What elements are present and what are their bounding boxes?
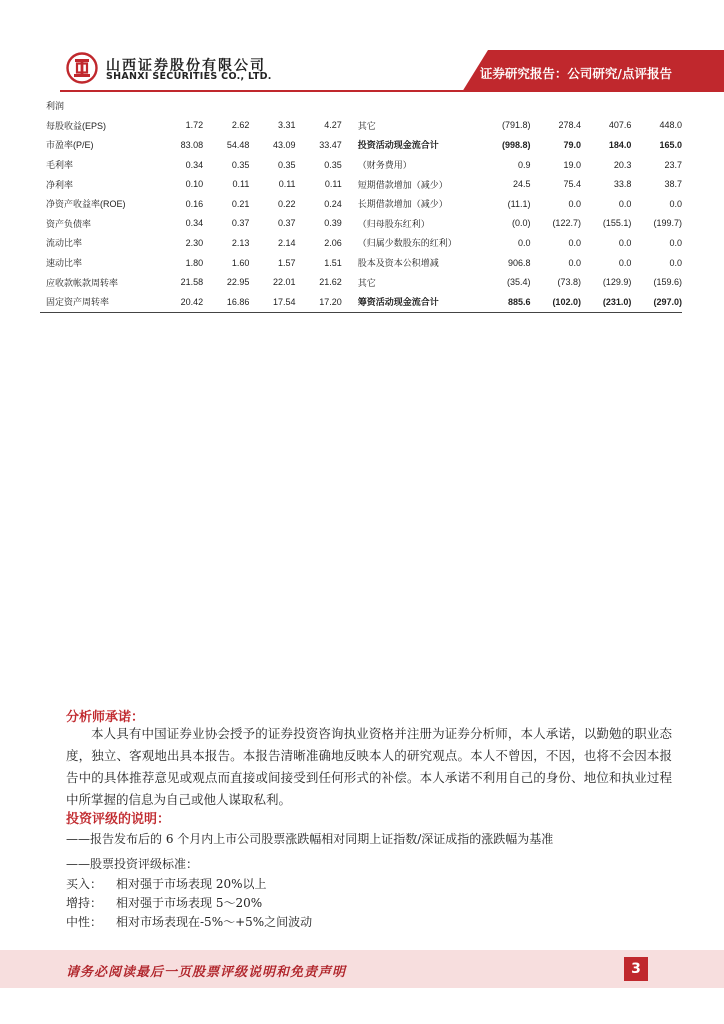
page-number: 3 bbox=[624, 957, 648, 981]
report-type-title: 证券研究报告：公司研究/点评报告 bbox=[479, 66, 672, 81]
rating-item bbox=[66, 875, 267, 892]
table-cell: 1.72 bbox=[185, 120, 204, 131]
table-cell: 21.62 bbox=[319, 277, 342, 288]
rating-item-label: 增持： bbox=[66, 896, 103, 910]
table-cell: (297.0) bbox=[631, 292, 682, 312]
table-cell: 33.8 bbox=[613, 179, 632, 190]
brand-name-en: SHANXI SECURITIES CO., LTD. bbox=[106, 71, 272, 82]
rating-title: 投资评级的说明： bbox=[66, 812, 171, 827]
table-cell: 固定资产周转率 bbox=[40, 292, 157, 312]
table-cell: 17.20 bbox=[296, 292, 342, 312]
table-cell bbox=[342, 96, 480, 116]
table-cell: 流动比率 bbox=[46, 238, 83, 249]
table-cell: 38.7 bbox=[664, 179, 682, 190]
table-row bbox=[40, 194, 682, 214]
table-cell: 长期借款增加（减少） bbox=[357, 199, 448, 210]
table-cell: (11.1) bbox=[507, 198, 531, 209]
company-logo-icon bbox=[66, 52, 98, 84]
table-cell: 0.35 bbox=[324, 159, 342, 170]
table-row bbox=[40, 292, 682, 312]
table-cell: 0.0 bbox=[517, 237, 531, 248]
table-cell: 54.48 bbox=[226, 139, 250, 150]
table-cell: 165.0 bbox=[659, 139, 682, 150]
table-cell: 0.34 bbox=[185, 159, 204, 170]
table-cell: 20.3 bbox=[613, 159, 632, 170]
rating-item-desc: 相对强于市场表现 20%以上 bbox=[116, 877, 267, 891]
table-cell: 股本及资本公积增减 bbox=[357, 258, 439, 269]
rating-item-label: 中性： bbox=[66, 915, 103, 929]
rating-item bbox=[66, 913, 312, 930]
table-cell: 22.01 bbox=[273, 277, 296, 288]
commitment-paragraph bbox=[66, 723, 672, 811]
table-cell: 448.0 bbox=[659, 120, 682, 131]
table-cell: 1.60 bbox=[231, 257, 250, 268]
rating-basis-line: ——报告发布后的 6 个月内上市公司股票涨跌幅相对同期上证指数/深证成指的涨跌幅为基准 bbox=[66, 832, 554, 846]
table-cell: 43.09 bbox=[273, 139, 296, 150]
table-row bbox=[40, 233, 682, 253]
table-cell: 23.7 bbox=[664, 159, 682, 170]
table-cell: 19.0 bbox=[563, 159, 581, 170]
table-cell: 净利率 bbox=[46, 179, 74, 190]
table-cell: 0.34 bbox=[185, 218, 204, 229]
table-cell: (791.8) bbox=[501, 120, 531, 131]
commitment-body: 本人具有中国证券业协会授予的证券投资咨询执业资格并注册为证券分析师，本人承诺，以勤勉的职业态度，独立、客观地出具本报告。本报告清晰准确地反映本人的研究观点。本人不曾因，不因，也将不会因本报告中的具体推荐意见或观点而直接或间接受到任何形式的补偿。本人承诺不利用自己的身份、地位和执业过程中所掌握的信息为自己或他人谋取私利。 bbox=[66, 726, 672, 807]
table-cell: (159.6) bbox=[653, 277, 682, 288]
table-cell: 0.10 bbox=[185, 179, 204, 190]
table-cell: 278.4 bbox=[558, 120, 581, 131]
table-cell: 0.0 bbox=[618, 237, 632, 248]
rating-standard-line: ——股票投资评级标准： bbox=[66, 857, 199, 871]
table-row bbox=[40, 272, 682, 292]
disclaimer-notice: 请务必阅读最后一页股票评级说明和免责声明 bbox=[66, 965, 347, 980]
table-cell: 79.0 bbox=[563, 139, 581, 150]
table-row bbox=[40, 155, 682, 175]
table-cell: 1.51 bbox=[324, 257, 342, 268]
table-cell: 1.80 bbox=[185, 257, 204, 268]
table-row bbox=[40, 253, 682, 273]
table-cell: 其它 bbox=[357, 120, 376, 131]
table-cell: 0.22 bbox=[278, 198, 296, 209]
table-cell: (122.7) bbox=[552, 218, 581, 229]
table-cell: 4.27 bbox=[324, 120, 342, 131]
table-row bbox=[40, 135, 682, 155]
table-cell: 75.4 bbox=[563, 179, 581, 190]
rating-item-label: 买入： bbox=[66, 877, 103, 891]
table-cell: 其它 bbox=[357, 277, 376, 288]
table-cell: (155.1) bbox=[602, 218, 632, 229]
table-cell: 2.13 bbox=[231, 237, 250, 248]
commitment-title: 分析师承诺： bbox=[66, 710, 145, 725]
table-cell: 0.11 bbox=[324, 179, 342, 190]
rating-item-desc: 相对市场表现在-5%～+5%之间波动 bbox=[116, 915, 313, 929]
table-cell: 20.42 bbox=[157, 292, 203, 312]
table-cell bbox=[480, 96, 530, 116]
table-cell: 24.5 bbox=[512, 179, 531, 190]
table-cell: 市盈率(P/E) bbox=[46, 140, 94, 151]
table-cell: (231.0) bbox=[581, 292, 631, 312]
table-cell: 0.0 bbox=[568, 237, 581, 248]
table-cell bbox=[157, 96, 203, 116]
table-cell: 16.86 bbox=[203, 292, 249, 312]
table-cell: 2.62 bbox=[231, 120, 250, 131]
table-row bbox=[40, 116, 682, 136]
table-cell: 407.6 bbox=[608, 120, 632, 131]
table-cell: 0.0 bbox=[669, 198, 682, 209]
table-cell: 速动比率 bbox=[46, 258, 83, 269]
table-cell: 应收款帐款周转率 bbox=[46, 277, 119, 288]
table-cell: 33.47 bbox=[319, 139, 342, 150]
table-cell: 0.35 bbox=[231, 159, 250, 170]
table-cell: 投资活动现金流合计 bbox=[357, 140, 439, 151]
table-cell: 3.31 bbox=[278, 120, 296, 131]
table-cell bbox=[581, 96, 631, 116]
table-cell bbox=[203, 96, 249, 116]
table-cell: 资产负债率 bbox=[46, 218, 92, 229]
table-cell: 毛利率 bbox=[46, 160, 74, 171]
table-cell: 0.37 bbox=[231, 218, 250, 229]
financial-table bbox=[40, 96, 682, 313]
table-cell bbox=[531, 96, 581, 116]
table-cell: 184.0 bbox=[608, 139, 632, 150]
table-cell: 1.57 bbox=[278, 257, 296, 268]
table-cell: (199.7) bbox=[653, 218, 682, 229]
table-cell: 0.0 bbox=[568, 198, 581, 209]
table-cell: 0.11 bbox=[232, 179, 250, 190]
table-cell: 净资产收益率(ROE) bbox=[46, 199, 126, 210]
table-cell: (0.0) bbox=[511, 218, 531, 229]
table-cell: （归母股东红利） bbox=[357, 218, 430, 229]
table-cell: 利润 bbox=[46, 101, 65, 112]
table-cell: 2.30 bbox=[185, 237, 204, 248]
table-cell: 筹资活动现金流合计 bbox=[342, 292, 480, 312]
table-cell: 每股收益(EPS) bbox=[46, 120, 107, 131]
table-cell: 0.24 bbox=[324, 198, 342, 209]
table-cell: 0.11 bbox=[278, 179, 296, 190]
table-cell: (35.4) bbox=[506, 277, 531, 288]
brand-name-cn: 山西证券股份有限公司 bbox=[106, 58, 266, 74]
rating-item-desc: 相对强于市场表现 5～20% bbox=[116, 896, 263, 910]
table-cell: 0.0 bbox=[669, 257, 682, 268]
table-cell: (129.9) bbox=[602, 277, 632, 288]
table-cell: 906.8 bbox=[507, 257, 531, 268]
page-header bbox=[0, 0, 724, 92]
table-cell: 0.21 bbox=[231, 198, 250, 209]
table-cell: (998.8) bbox=[501, 139, 531, 150]
table-row bbox=[40, 174, 682, 194]
table-cell: 0.39 bbox=[324, 218, 342, 229]
table-cell: （归属少数股东的红利） bbox=[357, 238, 457, 249]
table-cell: 0.0 bbox=[568, 257, 581, 268]
table-cell bbox=[249, 96, 295, 116]
table-cell: 0.35 bbox=[278, 159, 296, 170]
table-cell: (102.0) bbox=[531, 292, 581, 312]
table-cell: 0.37 bbox=[278, 218, 296, 229]
table-row bbox=[40, 214, 682, 234]
table-cell bbox=[296, 96, 342, 116]
table-cell: 0.16 bbox=[185, 198, 204, 209]
rating-item bbox=[66, 894, 262, 911]
table-cell: 21.58 bbox=[180, 277, 204, 288]
table-cell: 2.14 bbox=[278, 237, 296, 248]
table-cell: 885.6 bbox=[480, 292, 530, 312]
page-footer bbox=[0, 950, 724, 988]
header-divider bbox=[60, 90, 724, 92]
table-cell: 0.0 bbox=[618, 198, 632, 209]
table-cell: (73.8) bbox=[557, 277, 581, 288]
table-cell: 2.06 bbox=[324, 237, 342, 248]
table-cell: 0.9 bbox=[517, 159, 531, 170]
table-cell: 0.0 bbox=[669, 237, 682, 248]
table-cell bbox=[631, 96, 682, 116]
table-cell: 17.54 bbox=[249, 292, 295, 312]
table-cell: 短期借款增加（减少） bbox=[357, 179, 448, 190]
table-cell: 0.0 bbox=[618, 257, 632, 268]
table-cell: 22.95 bbox=[226, 277, 250, 288]
table-cell: （财务费用） bbox=[357, 160, 412, 171]
table-cell: 83.08 bbox=[180, 139, 204, 150]
table-row bbox=[40, 96, 682, 116]
